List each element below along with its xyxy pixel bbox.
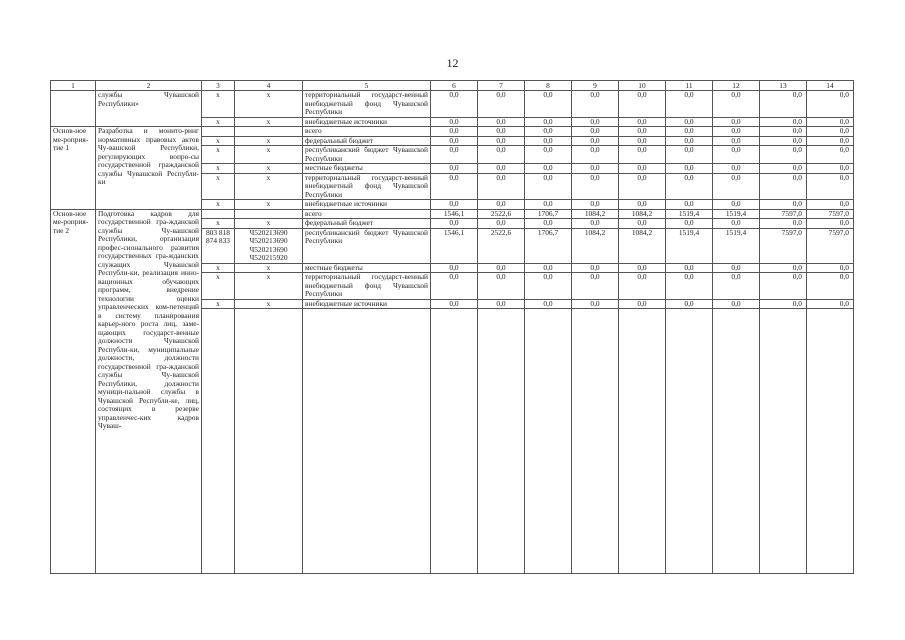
value-cell: 0,0 — [666, 173, 713, 200]
value-cell: 0,0 — [478, 164, 525, 174]
value-cell: 0,0 — [807, 127, 854, 137]
grbs-cell: x — [202, 173, 235, 200]
value-cell: 0,0 — [807, 299, 854, 309]
value-cell: 0,0 — [572, 146, 619, 164]
value-cell: 0,0 — [619, 136, 666, 146]
value-cell: 0,0 — [807, 263, 854, 273]
value-cell: 0,0 — [713, 91, 760, 118]
event-label-cell: Основ-ное ме-роприя-тие 2 — [51, 209, 96, 574]
value-cell: 1084,2 — [619, 209, 666, 219]
header-cell: 10 — [619, 81, 666, 91]
header-cell: 3 — [202, 81, 235, 91]
value-cell: 0,0 — [666, 200, 713, 210]
grbs-cell: x — [202, 91, 235, 118]
value-cell: 0,0 — [478, 263, 525, 273]
value-cell: 0,0 — [525, 136, 572, 146]
kbk-cell: x — [235, 91, 303, 118]
funding-source-cell: территориальный государст-венный внебюджетный фонд Чувашской Республики — [303, 91, 431, 118]
value-cell: 0,0 — [431, 219, 478, 229]
kbk-cell: x — [235, 146, 303, 164]
value-cell: 0,0 — [666, 127, 713, 137]
value-cell: 0,0 — [760, 91, 807, 118]
value-cell: 0,0 — [807, 219, 854, 229]
value-cell: 0,0 — [572, 136, 619, 146]
value-cell: 0,0 — [525, 263, 572, 273]
empty-cell — [431, 309, 478, 574]
kbk-cell: x — [235, 219, 303, 229]
value-cell: 1084,2 — [572, 228, 619, 263]
value-cell: 0,0 — [478, 127, 525, 137]
value-cell: 7597,0 — [760, 228, 807, 263]
funding-source-cell: федеральный бюджет — [303, 136, 431, 146]
value-cell: 0,0 — [619, 117, 666, 127]
grbs-cell: x — [202, 164, 235, 174]
value-cell: 0,0 — [572, 219, 619, 229]
value-cell: 0,0 — [525, 127, 572, 137]
funding-source-cell: территориальный государст-венный внебюджетный фонд Чувашской Республики — [303, 273, 431, 300]
grbs-cell: x — [202, 200, 235, 210]
value-cell: 0,0 — [713, 136, 760, 146]
value-cell: 0,0 — [713, 219, 760, 229]
event-description-cell: Разработка и монито-ринг нормативных правовых актов Чу-вашской Республики, регулирующих вопро-сы государственной гражданской службы Чувашской Республи-ки — [96, 127, 202, 210]
value-cell: 0,0 — [619, 299, 666, 309]
value-cell: 1519,4 — [713, 209, 760, 219]
grbs-cell: 803 818 874 833 — [202, 228, 235, 263]
value-cell: 0,0 — [760, 200, 807, 210]
value-cell: 7597,0 — [807, 209, 854, 219]
header-cell: 9 — [572, 81, 619, 91]
event-label-cell — [51, 91, 96, 127]
kbk-cell: x — [235, 136, 303, 146]
value-cell: 0,0 — [713, 299, 760, 309]
value-cell: 1546,1 — [431, 228, 478, 263]
value-cell: 0,0 — [666, 273, 713, 300]
value-cell: 0,0 — [431, 164, 478, 174]
value-cell: 0,0 — [478, 173, 525, 200]
kbk-cell: x — [235, 299, 303, 309]
value-cell: 2522,6 — [478, 228, 525, 263]
header-cell: 7 — [478, 81, 525, 91]
kbk-cell: x — [235, 117, 303, 127]
value-cell: 0,0 — [525, 117, 572, 127]
value-cell: 0,0 — [431, 200, 478, 210]
grbs-cell: x — [202, 219, 235, 229]
kbk-cell: Ч520213690 Ч520213690 Ч520213690 Ч520215920 — [235, 228, 303, 263]
table-body — [51, 81, 854, 574]
value-cell: 0,0 — [431, 127, 478, 137]
value-cell: 0,0 — [478, 146, 525, 164]
kbk-cell: x — [235, 200, 303, 210]
value-cell: 0,0 — [478, 91, 525, 118]
value-cell: 0,0 — [478, 219, 525, 229]
value-cell: 0,0 — [760, 299, 807, 309]
event-description-cell: службы Чувашской Республики» — [96, 91, 202, 127]
table-row — [51, 209, 854, 219]
empty-cell — [713, 309, 760, 574]
empty-cell — [760, 309, 807, 574]
funding-source-cell: территориальный государст-венный внебюджетный фонд Чувашской Республики — [303, 173, 431, 200]
value-cell: 0,0 — [713, 173, 760, 200]
value-cell: 0,0 — [619, 127, 666, 137]
value-cell: 0,0 — [807, 91, 854, 118]
value-cell: 0,0 — [525, 273, 572, 300]
value-cell: 0,0 — [760, 136, 807, 146]
budget-table — [50, 80, 854, 574]
header-cell: 5 — [303, 81, 431, 91]
funding-source-cell: федеральный бюджет — [303, 219, 431, 229]
header-cell: 12 — [713, 81, 760, 91]
value-cell: 0,0 — [572, 173, 619, 200]
header-cell: 6 — [431, 81, 478, 91]
value-cell: 0,0 — [713, 117, 760, 127]
empty-cell — [202, 309, 235, 574]
kbk-cell: x — [235, 173, 303, 200]
value-cell: 0,0 — [760, 173, 807, 200]
value-cell: 0,0 — [619, 173, 666, 200]
value-cell: 0,0 — [431, 273, 478, 300]
funding-source-cell: местные бюджеты — [303, 164, 431, 174]
grbs-cell: x — [202, 117, 235, 127]
header-cell: 1 — [51, 81, 96, 91]
value-cell: 0,0 — [478, 200, 525, 210]
kbk-cell — [235, 127, 303, 137]
value-cell: 0,0 — [619, 219, 666, 229]
table-row — [51, 91, 854, 118]
value-cell: 0,0 — [478, 117, 525, 127]
value-cell: 0,0 — [525, 173, 572, 200]
empty-cell — [478, 309, 525, 574]
value-cell: 0,0 — [619, 263, 666, 273]
value-cell: 0,0 — [572, 263, 619, 273]
kbk-cell — [235, 209, 303, 219]
kbk-cell: x — [235, 273, 303, 300]
funding-source-cell: всего — [303, 209, 431, 219]
value-cell: 1706,7 — [525, 209, 572, 219]
header-row — [51, 81, 854, 91]
value-cell: 0,0 — [572, 117, 619, 127]
value-cell: 0,0 — [760, 263, 807, 273]
event-description-cell: Подготовка кадров для государственной гра-жданской службы Чу-вашской Республики, организация профес-сионального развития государственных гра-жданских служащих Чувашской Республи-ки, реализация инно-вационных обучающих программ, внедрение технологии оценки управленческих ком-петенций в систему планирования карьер-ного роста лиц, заме-щающих государст-венные должности Чувашской Республи-ки, муниципальные должности, должности государственной гра-жданской службы Чу-вашской Республики, должности муници-пальной службы в Чувашской Республи-ке, лиц, состоящих в резерве управленчес-ких кадров Чуваш- — [96, 209, 202, 574]
value-cell: 0,0 — [713, 164, 760, 174]
value-cell: 0,0 — [431, 263, 478, 273]
value-cell: 0,0 — [713, 273, 760, 300]
grbs-cell — [202, 209, 235, 219]
value-cell: 0,0 — [807, 164, 854, 174]
empty-cell — [666, 309, 713, 574]
value-cell: 0,0 — [478, 273, 525, 300]
value-cell: 0,0 — [760, 117, 807, 127]
grbs-cell — [202, 127, 235, 137]
value-cell: 0,0 — [572, 127, 619, 137]
value-cell: 0,0 — [666, 299, 713, 309]
value-cell: 0,0 — [431, 146, 478, 164]
value-cell: 0,0 — [666, 263, 713, 273]
value-cell: 0,0 — [572, 164, 619, 174]
value-cell: 0,0 — [807, 273, 854, 300]
value-cell: 0,0 — [525, 164, 572, 174]
empty-cell — [525, 309, 572, 574]
value-cell: 0,0 — [478, 299, 525, 309]
value-cell: 0,0 — [760, 273, 807, 300]
value-cell: 0,0 — [525, 219, 572, 229]
value-cell: 1546,1 — [431, 209, 478, 219]
value-cell: 0,0 — [713, 200, 760, 210]
value-cell: 0,0 — [807, 117, 854, 127]
value-cell: 0,0 — [807, 136, 854, 146]
value-cell: 0,0 — [807, 173, 854, 200]
grbs-cell: x — [202, 273, 235, 300]
value-cell: 0,0 — [713, 146, 760, 164]
value-cell: 0,0 — [760, 164, 807, 174]
value-cell: 7597,0 — [760, 209, 807, 219]
value-cell: 0,0 — [525, 200, 572, 210]
value-cell: 0,0 — [619, 164, 666, 174]
empty-cell — [235, 309, 303, 574]
value-cell: 0,0 — [760, 146, 807, 164]
value-cell: 0,0 — [760, 219, 807, 229]
empty-cell — [619, 309, 666, 574]
header-cell: 13 — [760, 81, 807, 91]
event-label-cell: Основ-ное ме-роприя-тие 1 — [51, 127, 96, 210]
value-cell: 0,0 — [666, 136, 713, 146]
grbs-cell: x — [202, 263, 235, 273]
value-cell: 0,0 — [807, 200, 854, 210]
value-cell: 0,0 — [713, 127, 760, 137]
value-cell: 1084,2 — [619, 228, 666, 263]
value-cell: 0,0 — [572, 273, 619, 300]
value-cell: 0,0 — [666, 146, 713, 164]
kbk-cell: x — [235, 263, 303, 273]
header-cell: 11 — [666, 81, 713, 91]
value-cell: 0,0 — [431, 136, 478, 146]
funding-source-cell: внебюджетные источники — [303, 299, 431, 309]
value-cell: 0,0 — [713, 263, 760, 273]
grbs-cell: x — [202, 136, 235, 146]
value-cell: 0,0 — [431, 173, 478, 200]
value-cell: 0,0 — [572, 91, 619, 118]
header-cell: 4 — [235, 81, 303, 91]
value-cell: 0,0 — [666, 164, 713, 174]
table-row — [51, 127, 854, 137]
value-cell: 0,0 — [431, 91, 478, 118]
value-cell: 0,0 — [525, 91, 572, 118]
value-cell: 0,0 — [666, 91, 713, 118]
value-cell: 0,0 — [619, 146, 666, 164]
value-cell: 2522,6 — [478, 209, 525, 219]
funding-source-cell: всего — [303, 127, 431, 137]
value-cell: 0,0 — [572, 200, 619, 210]
value-cell: 1519,4 — [713, 228, 760, 263]
value-cell: 1706,7 — [525, 228, 572, 263]
value-cell: 0,0 — [525, 299, 572, 309]
grbs-cell: x — [202, 146, 235, 164]
header-cell: 8 — [525, 81, 572, 91]
empty-cell — [807, 309, 854, 574]
funding-source-cell: внебюджетные источники — [303, 117, 431, 127]
value-cell: 0,0 — [478, 136, 525, 146]
value-cell: 0,0 — [666, 117, 713, 127]
value-cell: 0,0 — [431, 117, 478, 127]
funding-source-cell: местные бюджеты — [303, 263, 431, 273]
value-cell: 0,0 — [525, 146, 572, 164]
funding-source-cell: республиканский бюджет Чувашской Республики — [303, 146, 431, 164]
value-cell: 0,0 — [431, 299, 478, 309]
funding-source-cell: республиканский бюджет Чувашской Республики — [303, 228, 431, 263]
header-cell: 2 — [96, 81, 202, 91]
page-number: 12 — [446, 56, 459, 70]
value-cell: 1084,2 — [572, 209, 619, 219]
kbk-cell: x — [235, 164, 303, 174]
value-cell: 0,0 — [619, 273, 666, 300]
funding-source-cell: внебюджетные источники — [303, 200, 431, 210]
empty-cell — [572, 309, 619, 574]
value-cell: 0,0 — [619, 200, 666, 210]
value-cell: 1519,4 — [666, 228, 713, 263]
value-cell: 0,0 — [807, 146, 854, 164]
value-cell: 0,0 — [619, 91, 666, 118]
value-cell: 1519,4 — [666, 209, 713, 219]
empty-cell — [303, 309, 431, 574]
value-cell: 0,0 — [572, 299, 619, 309]
value-cell: 0,0 — [760, 127, 807, 137]
value-cell: 7597,0 — [807, 228, 854, 263]
value-cell: 0,0 — [666, 219, 713, 229]
grbs-cell: x — [202, 299, 235, 309]
header-cell: 14 — [807, 81, 854, 91]
